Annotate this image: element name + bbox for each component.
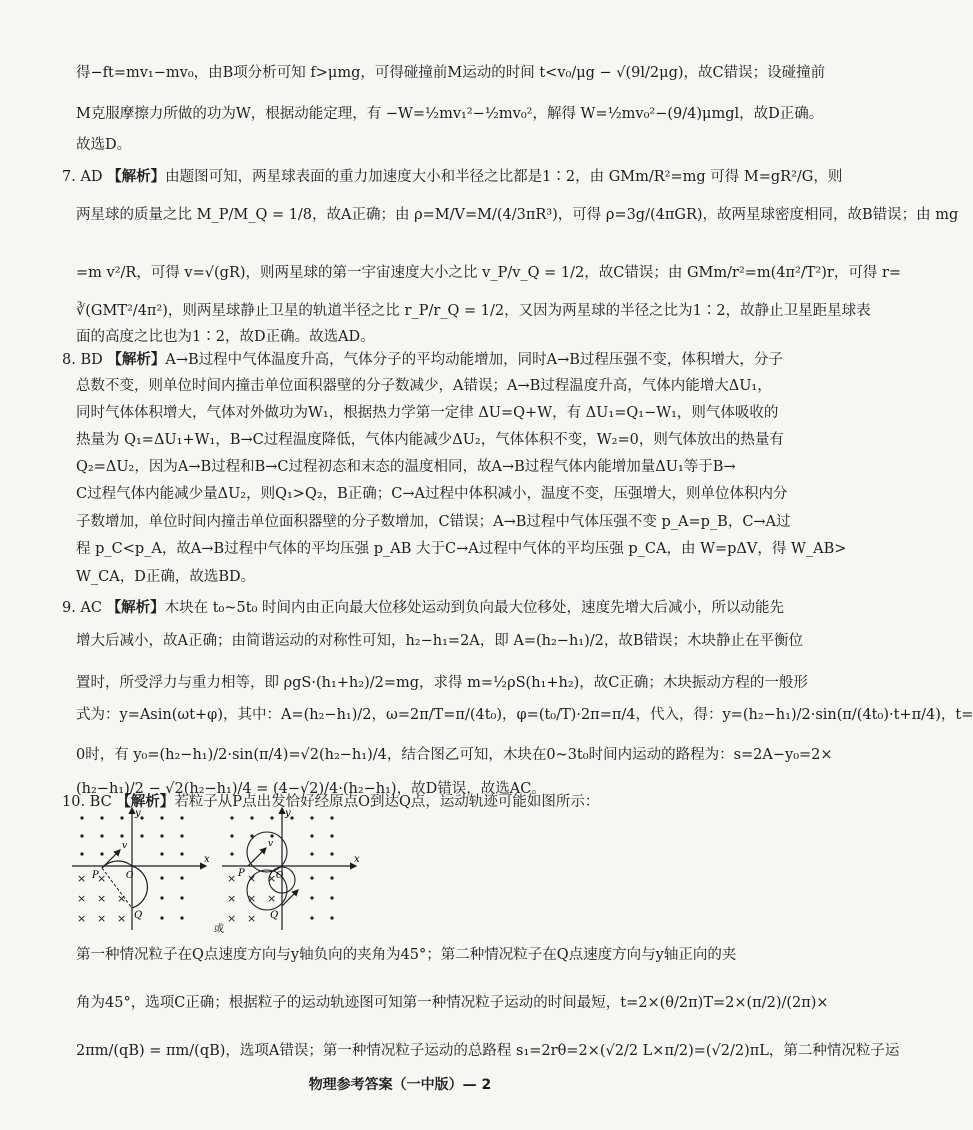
trajectory-figure [68,806,368,934]
x-axis-label: x [354,854,360,865]
or-label: 或 [214,924,224,935]
q8-first-line [62,349,783,371]
q7-first-line [62,166,843,188]
svg-text:×: × [267,872,277,885]
q6-line: 故选D。 [76,137,132,153]
origin-label: O [276,871,284,881]
origin-label: O [126,871,134,881]
q8-tag: 【解析】 [107,352,166,368]
q7-line: 面的高度之比也为1∶2，故D正确。故选AD。 [76,329,375,345]
q7-line: =m v²/R，可得 v=√(gR)，则两星球的第一宇宙速度大小之比 v_P/v_Q = 1/2，故C错误；由 GMm/r²=m(4π²/T²)r，可得 r= [76,265,902,281]
q6-line: 得−ft=mv₁−mv₀，由B项分析可知 f>μmg，可得碰撞前M运动的时间 t<v₀/μg − √(9l/2μg)，故C错误；设碰撞前 [76,65,826,81]
q10-text: 若粒子从P点出发恰好经原点O到达Q点，运动轨迹可能如图所示： [174,794,600,810]
q8-line: 子数增加，单位时间内撞击单位面积器壁的分子数增加，C错误；A→B过程中气体压强不变 p_A=p_B，C→A过 [76,514,791,530]
y-axis-label: y [135,808,141,819]
q7-number: 7. AD [62,169,103,185]
q10-line: 2πm/(qB) = πm/(qB)，选项A错误；第一种情况粒子运动的总路程 s₁=2rθ=2×(√2/2 L×π/2)=(√2/2)πL，第二种情况粒子运 [76,1043,900,1059]
q9-line: (h₂−h₁)/2 − √2(h₂−h₁)/4 = (4−√2)/4·(h₂−h₁)，故D错误，故选AC。 [76,781,546,797]
svg-text:×: × [247,912,257,925]
svg-text:×: × [97,892,107,905]
q10-line: 第一种情况粒子在Q点速度方向与y轴负向的夹角为45°；第二种情况粒子在Q点速度方向与y轴正向的夹 [76,947,737,963]
svg-text:×: × [227,872,237,885]
svg-text:×: × [77,872,87,885]
point-q-label: Q [270,910,279,921]
q9-text: 木块在 t₀~5t₀ 时间内由正向最大位移处运动到负向最大位移处，速度先增大后减小，所以动能先 [164,600,784,616]
y-axis-label: y [285,808,291,819]
velocity-label: v [122,841,128,851]
q8-line: 热量为 Q₁=ΔU₁+W₁，B→C过程温度降低，气体内能减少ΔU₂，气体体积不变，W₂=0，则气体放出的热量有 [76,432,784,448]
page-footer: 物理参考答案（一中版）— 2 [308,1077,492,1093]
q8-line: W_CA，D正确，故选BD。 [76,569,256,585]
q8-line: 程 p_C<p_A，故A→B过程中气体的平均压强 p_AB 大于C→A过程中气体的平均压强 p_CA，由 W=pΔV，得 W_AB> [76,541,847,557]
diagram-case-1 [72,808,210,930]
svg-text:×: × [267,892,277,905]
q7-text: 由题图可知，两星球表面的重力加速度大小和半径之比都是1∶2，由 GMm/R²=mg 可得 M=gR²/G，则 [165,169,843,185]
point-p-label: P [92,870,99,881]
q8-line: 同时气体体积增大，气体对外做功为W₁，根据热力学第一定律 ΔU=Q+W，有 ΔU₁=Q₁−W₁，则气体吸收的 [76,405,779,421]
svg-text:×: × [247,892,257,905]
q8-number: 8. BD [62,352,103,368]
q8-text: A→B过程中气体温度升高，气体分子的平均动能增加，同时A→B过程压强不变，体积增大，分子 [165,352,783,368]
q8-line: Q₂=ΔU₂，因为A→B过程和B→C过程初态和末态的温度相同，故A→B过程气体内能增加量ΔU₁等于B→ [76,459,736,475]
q9-line: 式为：y=Asin(ωt+φ)，其中：A=(h₂−h₁)/2，ω=2π/T=π/(4t₀)，φ=(t₀/T)·2π=π/4，代入，得：y=(h₂−h₁)/2·sin(π/(4t₀)·t+π/4)，t= [76,707,973,723]
svg-text:×: × [247,872,257,885]
q7-line: ∛(GMT²/4π²)，则两星球静止卫星的轨道半径之比 r_P/r_Q = 1/2，又因为两星球的半径之比为1∶2，故静止卫星距星球表 [76,303,871,319]
q9-tag: 【解析】 [106,600,165,616]
svg-text:×: × [97,912,107,925]
field-crosses [77,872,126,925]
svg-text:×: × [97,872,107,885]
q8-line: C过程气体内能减少量ΔU₂，则Q₁>Q₂，B正确；C→A过程中体积减小，温度不变，压强增大，则单位体积内分 [76,486,788,502]
diagram-case-2 [214,808,360,935]
q9-line: 置时，所受浮力与重力相等，即 ρgS·(h₁+h₂)/2=mg，求得 m=½ρS(h₁+h₂)，故C正确；木块振动方程的一般形 [76,675,808,691]
q9-line: 增大后减小，故A正确；由简谐运动的对称性可知，h₂−h₁=2A，即 A=(h₂−h₁)/2，故B错误；木块静止在平衡位 [76,633,804,649]
q6-line: M克服摩擦力所做的功为W，根据动能定理，有 −W=½mv₁²−½mv₀²，解得 W=½mv₀²−(9/4)μmgl，故D正确。 [76,106,824,122]
svg-text:×: × [227,892,237,905]
svg-text:×: × [77,892,87,905]
q10-number: 10. BC [62,794,112,810]
q7-line: 两星球的质量之比 M_P/M_Q = 1/8，故A正确；由 ρ=M/V=M/(4/3πR³)，可得 ρ=3g/(4πGR)，故两星球密度相同，故B错误；由 mg [76,207,959,223]
q7-tag: 【解析】 [107,169,166,185]
point-p-label: P [238,868,245,879]
q9-number: 9. AC [62,600,103,616]
svg-text:×: × [227,912,237,925]
q9-line: 0时，有 y₀=(h₂−h₁)/2·sin(π/4)=√2(h₂−h₁)/4，结合图乙可知，木块在0~3t₀时间内运动的路程为：s=2A−y₀=2× [76,747,833,763]
svg-text:×: × [77,912,87,925]
q9-first-line [62,597,784,619]
q8-line: 总数不变，则单位时间内撞击单位面积器壁的分子数减少，A错误；A→B过程温度升高，气体内能增大ΔU₁， [76,378,772,394]
x-axis-label: x [204,854,210,865]
velocity-label: v [268,839,274,849]
svg-text:×: × [117,892,127,905]
q10-line: 角为45°，选项C正确；根据粒子的运动轨迹图可知第一种情况粒子运动的时间最短，t=2×(θ/2π)T=2×(π/2)/(2π)× [76,995,829,1011]
q10-tag: 【解析】 [116,794,175,810]
point-q-label: Q [134,910,143,921]
svg-text:×: × [117,912,127,925]
